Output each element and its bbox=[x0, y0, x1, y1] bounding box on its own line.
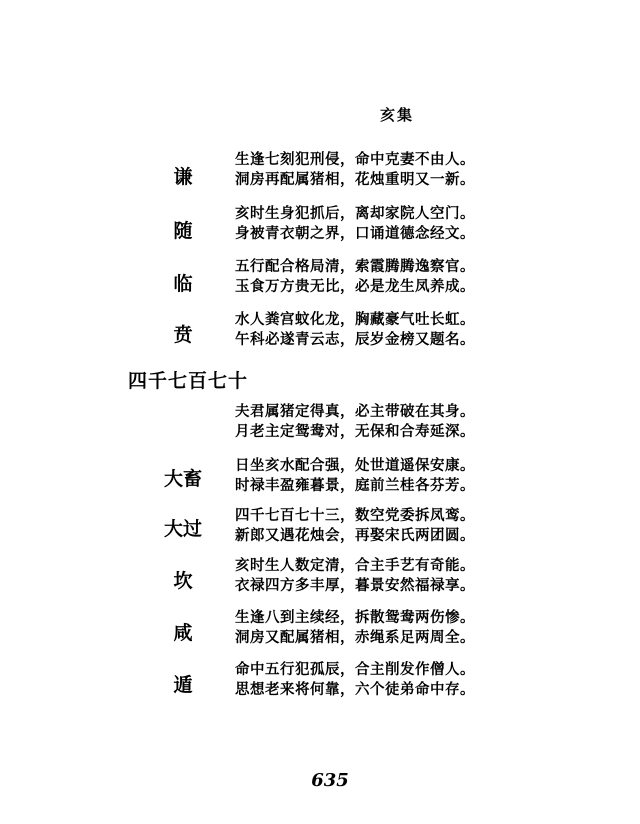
verse-line: 生逢八到主续经，拆散鸳鸯两伤惨。 bbox=[235, 609, 475, 626]
verse-line: 身被青衣朝之界，口诵道德念经文。 bbox=[235, 225, 475, 242]
verse-line: 五行配合格局清，索霞腾腾逸察官。 bbox=[235, 258, 475, 275]
verse-line: 月老主定鸳鸯对，无保和合寿延深。 bbox=[235, 423, 475, 440]
hexagram-label: 临 bbox=[173, 273, 193, 295]
verse-line: 夫君属猪定得真，必主带破在其身。 bbox=[235, 403, 475, 420]
verse-line: 命中五行犯孤辰，合主削发作僧人。 bbox=[235, 661, 475, 678]
verse-line: 时禄丰盈雍暮景，庭前兰桂各芬芳。 bbox=[235, 477, 475, 494]
verse-line: 亥时生人数定清，合主手艺有奇能。 bbox=[235, 557, 475, 574]
hexagram-label: 坎 bbox=[173, 570, 193, 592]
hexagram-label: 随 bbox=[173, 220, 193, 242]
verse-line: 生逢七刻犯刑侵，命中克妻不由人。 bbox=[235, 151, 475, 168]
verse-line: 衣禄四方多丰厚，暮景安然福禄享。 bbox=[235, 577, 475, 594]
hexagram-label: 谦 bbox=[173, 166, 193, 188]
verse-line: 洞房又配属猪相，赤绳系足两周全。 bbox=[235, 629, 475, 646]
page-header: 亥集 bbox=[380, 106, 415, 124]
verse-line: 洞房再配属猪相，花烛重明又一新。 bbox=[235, 171, 475, 188]
verse-line: 亥时生身犯抓后，离却家院人空门。 bbox=[235, 205, 475, 222]
hexagram-label: 贲 bbox=[173, 324, 193, 346]
page-number: 635 bbox=[311, 770, 349, 791]
verse-line: 思想老来将何靠，六个徒弟命中存。 bbox=[235, 681, 475, 698]
verse-line: 四千七百七十三，数空党委拆凤鸾。 bbox=[235, 507, 475, 524]
hexagram-label: 大过 bbox=[163, 518, 202, 540]
hexagram-label: 咸 bbox=[173, 622, 193, 644]
verse-line: 水人粪宫蚊化龙，胸藏豪气吐长虹。 bbox=[235, 311, 475, 328]
verse-line: 新郎又遇花烛会，再娶宋氏两团圆。 bbox=[235, 527, 475, 544]
verse-line: 午科必遂青云志，辰岁金榜又题名。 bbox=[235, 331, 475, 348]
hexagram-label: 遁 bbox=[173, 674, 193, 696]
section-title: 四千七百七十 bbox=[128, 370, 249, 392]
verse-line: 日坐亥水配合强，处世道遥保安康。 bbox=[235, 457, 475, 474]
hexagram-label: 大畜 bbox=[163, 468, 202, 490]
verse-line: 玉食万方贵无比，必是龙生凤养成。 bbox=[235, 278, 475, 295]
